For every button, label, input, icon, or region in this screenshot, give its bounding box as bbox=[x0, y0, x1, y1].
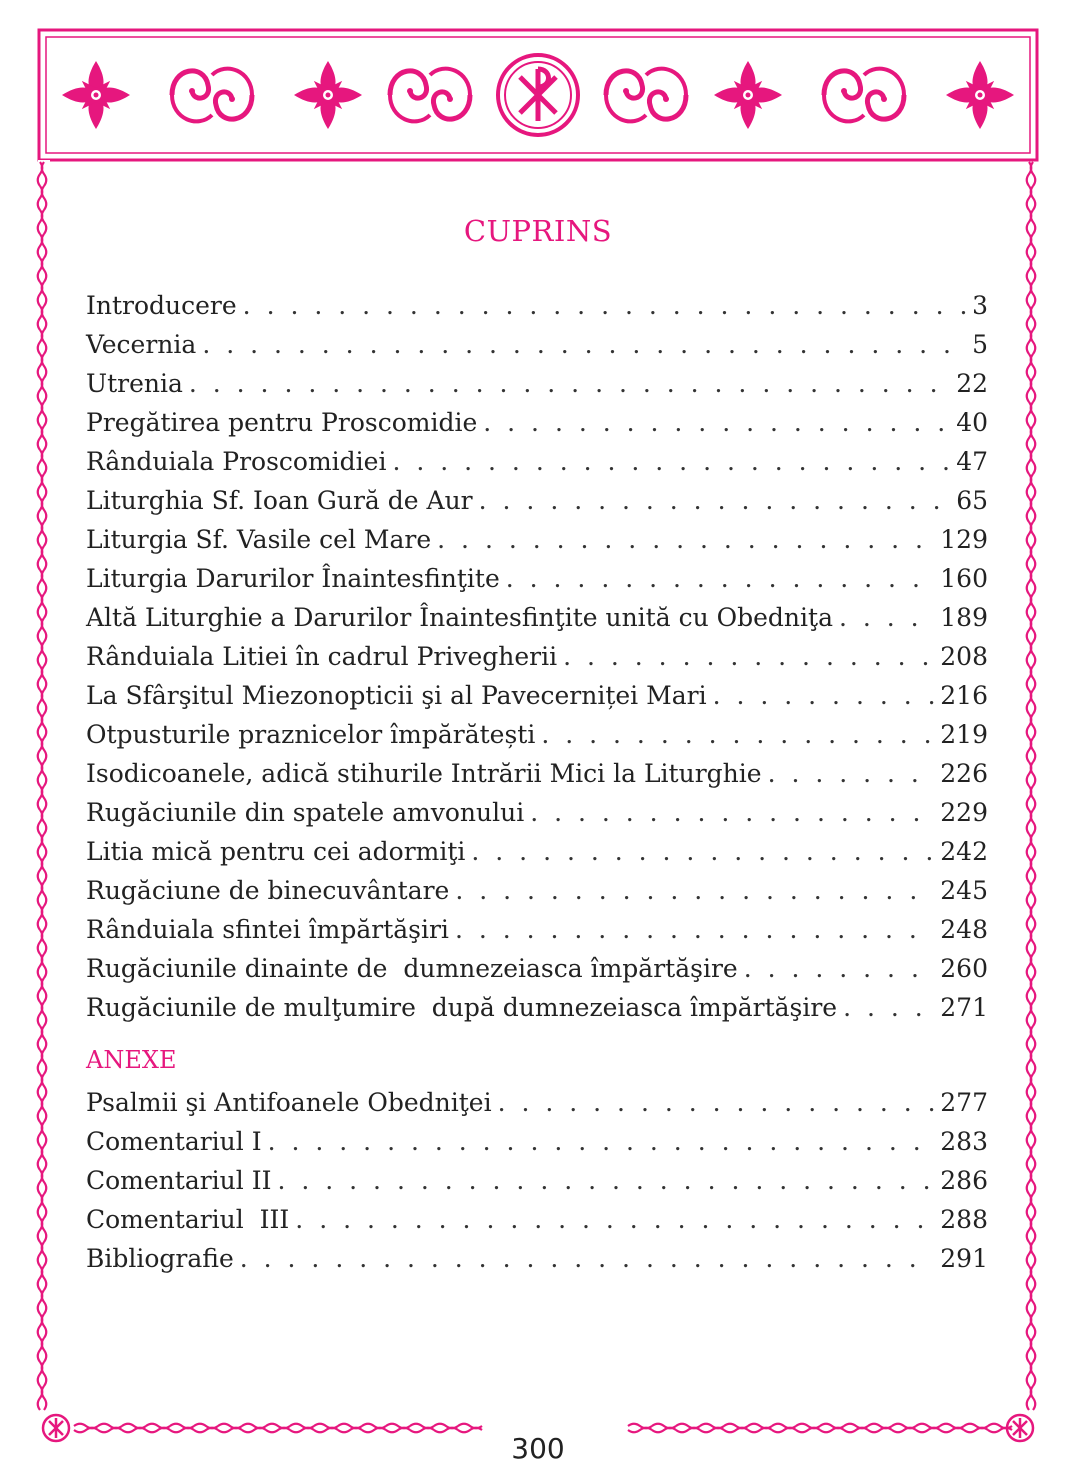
annex-heading: ANEXE bbox=[86, 1046, 177, 1074]
toc-entry bbox=[86, 949, 988, 988]
toc-entry-label: Introducere bbox=[86, 291, 237, 320]
toc-entry-label: Comentariul II bbox=[86, 1166, 272, 1195]
dot-leader bbox=[479, 481, 951, 520]
toc-entry-label: Vecernia bbox=[86, 330, 197, 359]
toc-entry-page: 22 bbox=[956, 369, 988, 398]
toc-entry bbox=[86, 481, 988, 520]
dot-leader bbox=[471, 832, 934, 871]
toc-entry bbox=[86, 988, 988, 1027]
toc-entry bbox=[86, 325, 988, 364]
dot-leader bbox=[437, 520, 934, 559]
toc-entry-page: 5 bbox=[972, 330, 988, 359]
toc-entry-label: Rugăciune de binecuvântare bbox=[86, 876, 450, 905]
toc-entries bbox=[86, 286, 988, 1027]
toc-entry bbox=[86, 598, 988, 637]
dot-leader bbox=[268, 1122, 935, 1161]
dot-leader bbox=[744, 949, 935, 988]
toc-entry-page: 291 bbox=[940, 1244, 988, 1273]
toc-entry-page: 277 bbox=[940, 1088, 988, 1117]
toc-entry-page: 47 bbox=[956, 447, 988, 476]
toc-entry bbox=[86, 1083, 988, 1122]
dot-leader bbox=[498, 1083, 935, 1122]
dot-leader bbox=[202, 325, 966, 364]
dot-leader bbox=[768, 754, 935, 793]
toc-entry-label: Liturgia Sf. Vasile cel Mare bbox=[86, 525, 432, 554]
dot-leader bbox=[530, 793, 934, 832]
toc-entry-page: 271 bbox=[940, 993, 988, 1022]
table-of-contents bbox=[86, 286, 988, 1278]
dot-leader bbox=[392, 442, 950, 481]
toc-entry-page: 288 bbox=[940, 1205, 988, 1234]
toc-entry-page: 65 bbox=[956, 486, 988, 515]
toc-entry bbox=[86, 559, 988, 598]
toc-entry-page: 226 bbox=[940, 759, 988, 788]
toc-entry-page: 248 bbox=[940, 915, 988, 944]
toc-entry-page: 286 bbox=[940, 1166, 988, 1195]
toc-entry-page: 216 bbox=[940, 681, 988, 710]
toc-entry-label: Rânduiala sfintei împărtăşiri bbox=[86, 915, 449, 944]
toc-entry-page: 40 bbox=[956, 408, 988, 437]
dot-leader bbox=[189, 364, 950, 403]
toc-entry-page: 219 bbox=[940, 720, 988, 749]
toc-entry-label: Rânduiala Litiei în cadrul Privegherii bbox=[86, 642, 558, 671]
toc-entry-label: Psalmii şi Antifoanele Obedniţei bbox=[86, 1088, 492, 1117]
toc-entry-page: 129 bbox=[940, 525, 988, 554]
dot-leader bbox=[455, 910, 934, 949]
toc-entry bbox=[86, 1200, 988, 1239]
toc-entry-label: Comentariul III bbox=[86, 1205, 290, 1234]
toc-entry-label: Comentariul I bbox=[86, 1127, 262, 1156]
dot-leader bbox=[843, 988, 934, 1027]
toc-entry-label: Isodicoanele, adică stihurile Intrării Mici la Liturghie bbox=[86, 759, 762, 788]
toc-entry bbox=[86, 754, 988, 793]
toc-entry-label: La Sfârşitul Miezonopticii şi al Pavecerniței Mari bbox=[86, 681, 707, 710]
toc-entry-label: Rugăciunile dinainte de dumnezeiasca împărtăşire bbox=[86, 954, 738, 983]
toc-entry bbox=[86, 1161, 988, 1200]
dot-leader bbox=[839, 598, 934, 637]
toc-entry-label: Rugăciunile de mulţumire după dumnezeiasca împărtăşire bbox=[86, 993, 838, 1022]
toc-entry-label: Liturgia Darurilor Înaintesfinţite bbox=[86, 564, 500, 593]
dot-leader bbox=[506, 559, 935, 598]
toc-entry-label: Rânduiala Proscomidiei bbox=[86, 447, 387, 476]
toc-entry bbox=[86, 1122, 988, 1161]
toc-entry-page: 245 bbox=[940, 876, 988, 905]
dot-leader bbox=[277, 1161, 934, 1200]
toc-entry bbox=[86, 364, 988, 403]
dot-leader bbox=[243, 286, 966, 325]
dot-leader bbox=[483, 403, 950, 442]
toc-entry-page: 242 bbox=[940, 837, 988, 866]
dot-leader bbox=[455, 871, 934, 910]
dot-leader bbox=[713, 676, 935, 715]
toc-entry-label: Litia mică pentru cei adormiţi bbox=[86, 837, 466, 866]
toc-entry bbox=[86, 910, 988, 949]
toc-entry-label: Utrenia bbox=[86, 369, 183, 398]
toc-entry bbox=[86, 715, 988, 754]
dot-leader bbox=[563, 637, 934, 676]
toc-entry-page: 229 bbox=[940, 798, 988, 827]
toc-entry bbox=[86, 676, 988, 715]
toc-entry-page: 160 bbox=[940, 564, 988, 593]
page-number: 300 bbox=[511, 1432, 565, 1465]
toc-entry bbox=[86, 442, 988, 481]
toc-entry-page: 260 bbox=[940, 954, 988, 983]
chi-rho-icon bbox=[498, 55, 578, 135]
annex-entries bbox=[86, 1083, 988, 1278]
toc-entry bbox=[86, 403, 988, 442]
toc-entry-label: Altă Liturghie a Darurilor Înaintesfinţite unită cu Obedniţa bbox=[86, 603, 833, 632]
toc-entry-page: 3 bbox=[972, 291, 988, 320]
toc-entry-label: Rugăciunile din spatele amvonului bbox=[86, 798, 525, 827]
dot-leader bbox=[240, 1239, 935, 1278]
toc-entry-label: Otpusturile praznicelor împărătești bbox=[86, 720, 536, 749]
toc-entry-page: 189 bbox=[940, 603, 988, 632]
toc-entry bbox=[86, 793, 988, 832]
toc-entry-label: Pregătirea pentru Proscomidie bbox=[86, 408, 478, 437]
dot-leader bbox=[295, 1200, 934, 1239]
toc-entry-label: Bibliografie bbox=[86, 1244, 234, 1273]
toc-entry-label: Liturghia Sf. Ioan Gură de Aur bbox=[86, 486, 473, 515]
toc-entry bbox=[86, 871, 988, 910]
dot-leader bbox=[541, 715, 934, 754]
toc-entry bbox=[86, 1239, 988, 1278]
toc-title: CUPRINS bbox=[463, 214, 613, 248]
toc-entry-page: 283 bbox=[940, 1127, 988, 1156]
toc-entry bbox=[86, 637, 988, 676]
toc-entry-page: 208 bbox=[940, 642, 988, 671]
toc-entry bbox=[86, 286, 988, 325]
toc-entry bbox=[86, 832, 988, 871]
toc-entry bbox=[86, 520, 988, 559]
